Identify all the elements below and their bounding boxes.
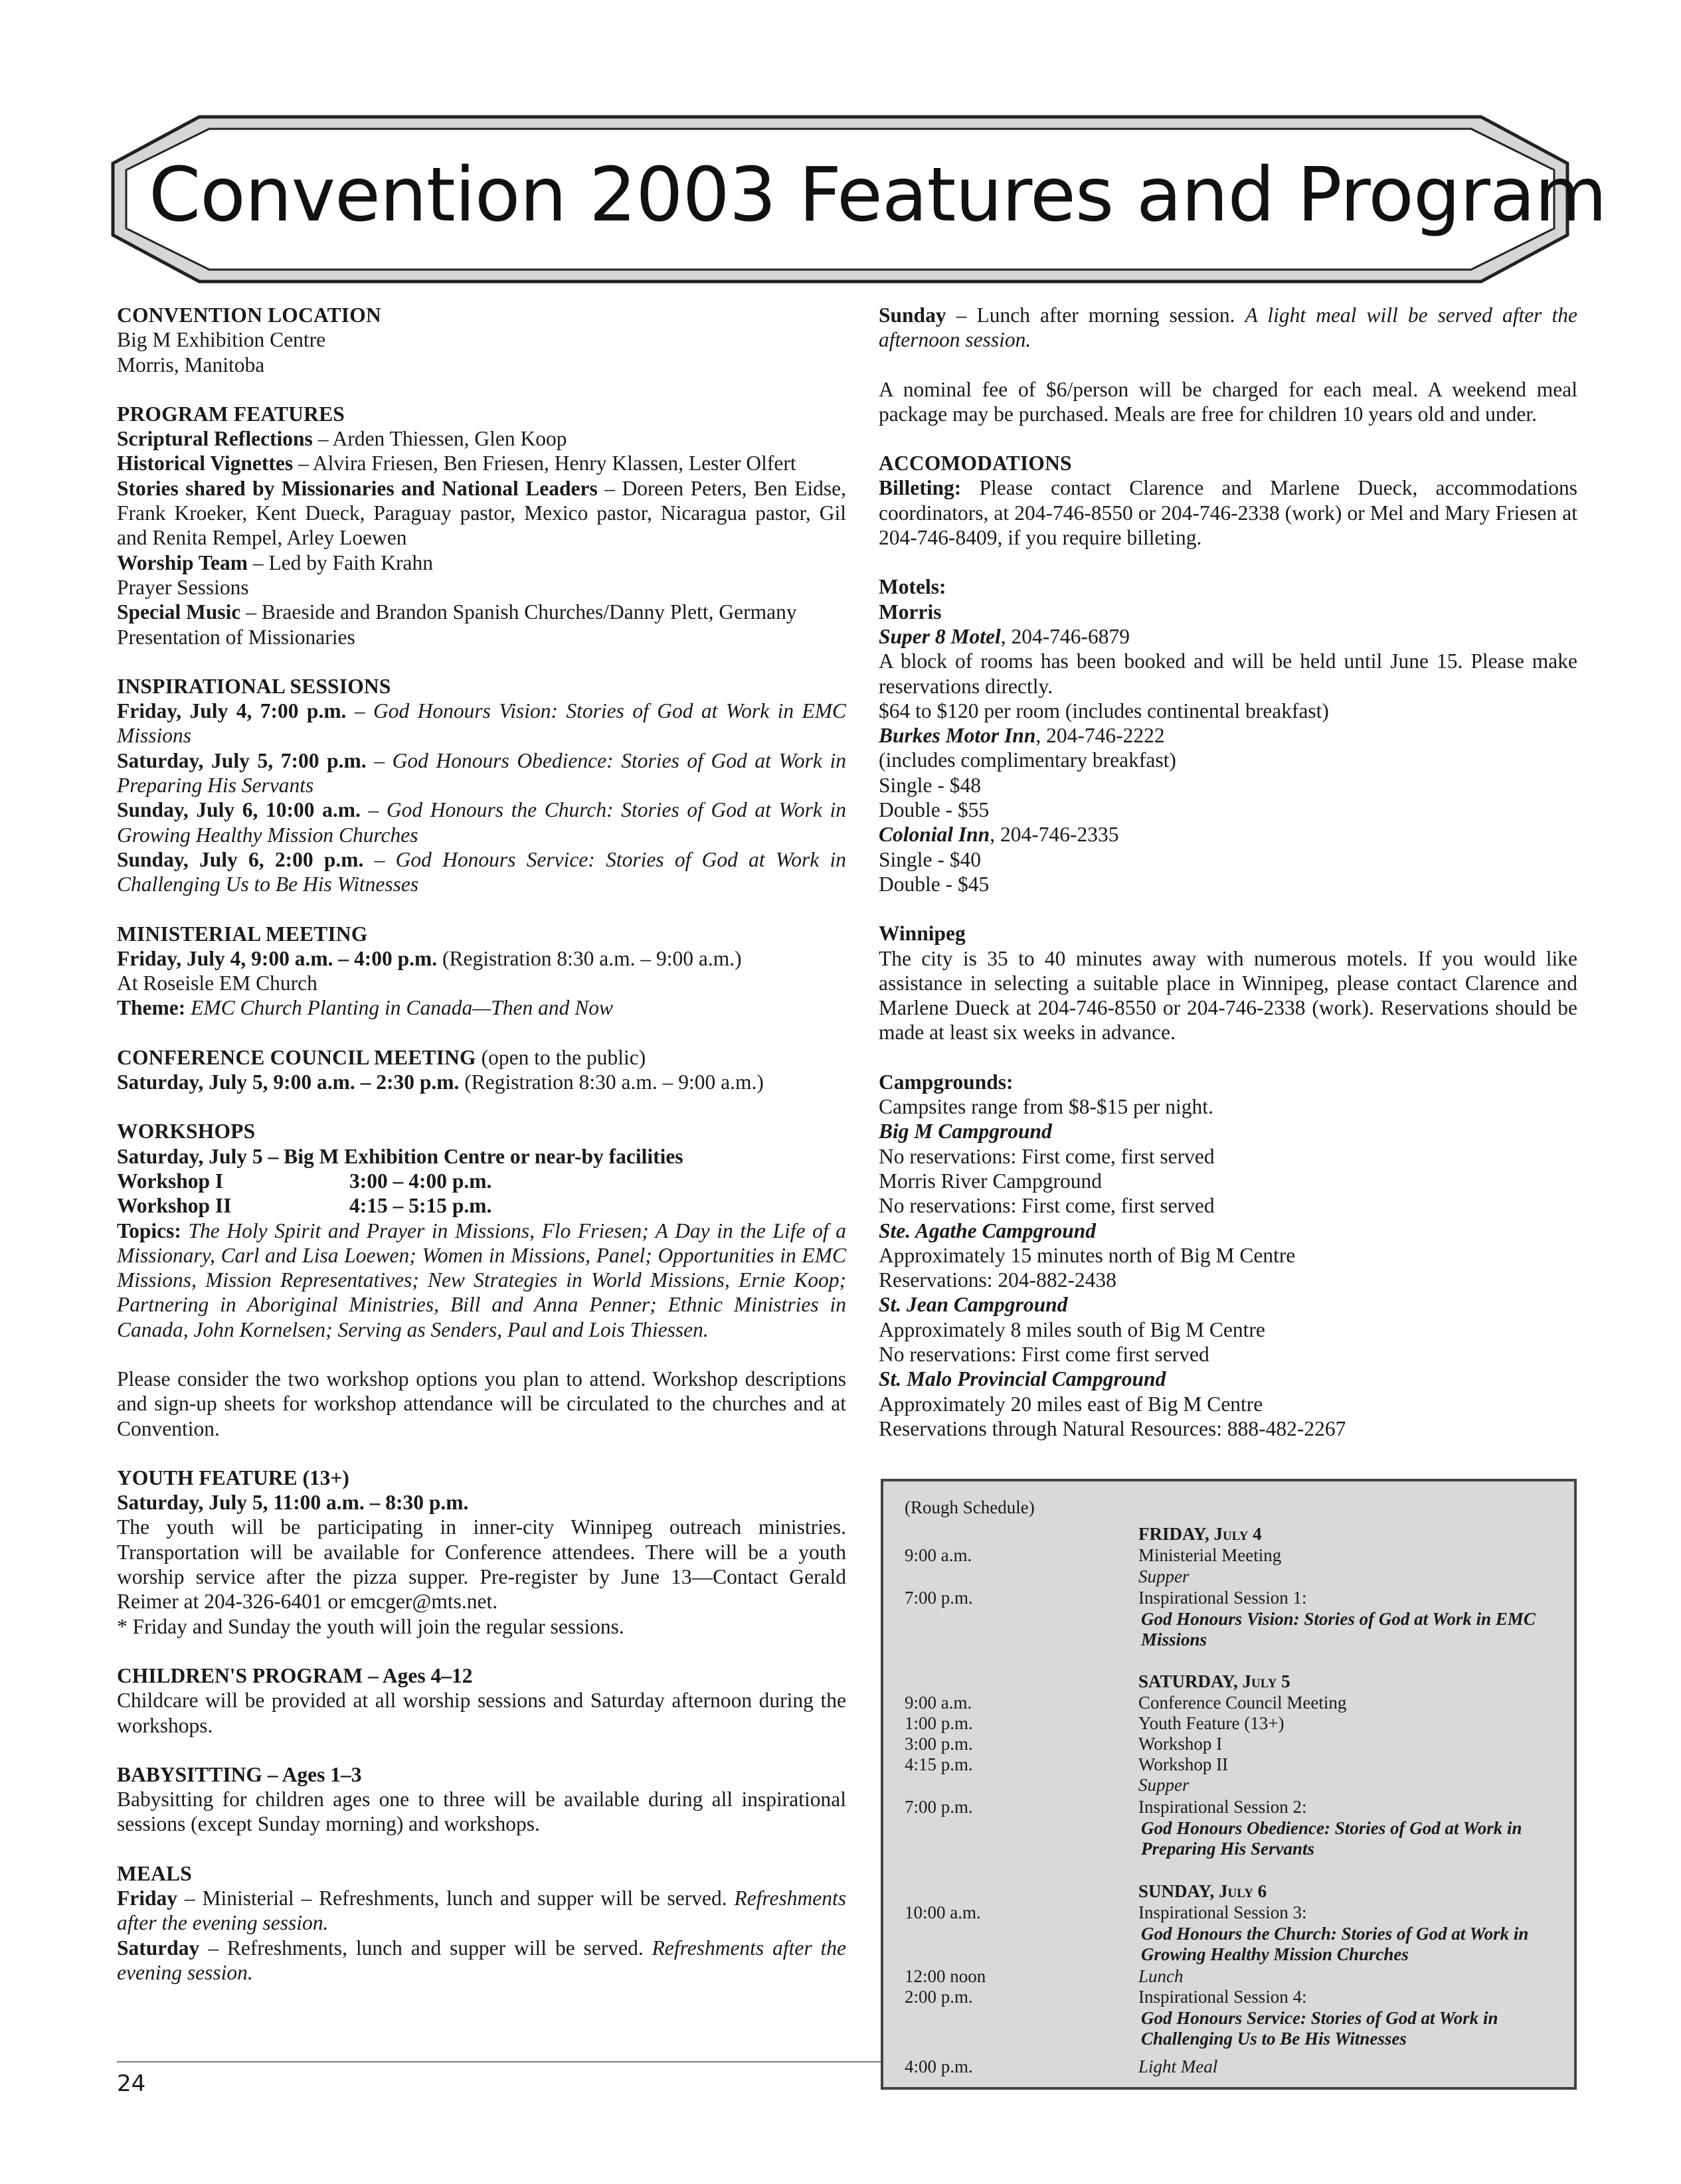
ministerial-where: At Roseisle EM Church	[117, 971, 317, 995]
feature-item: Presentation of Missionaries	[117, 625, 355, 649]
feature-item: Special Music – Braeside and Brandon Spanish Churches/Danny Plett, Germany	[117, 600, 797, 624]
workshop-row: Workshop I 3:00 – 4:00 p.m.	[117, 1169, 492, 1193]
motel-price: Double - $45	[879, 872, 990, 896]
feature-item: Worship Team – Led by Faith Krahn	[117, 550, 434, 574]
camp-name: Ste. Agathe Campground	[879, 1218, 1097, 1242]
camp-name: Morris River Campground	[879, 1169, 1102, 1193]
youth-note: * Friday and Sunday the youth will join the regular sessions.	[117, 1614, 624, 1638]
left-column	[117, 303, 846, 1985]
feature-item: Stories shared by Missionaries and National Leaders – Doreen Peters, Ben Eidse, Frank Kroeker, Kent Dueck, Paraguay pastor, Mexico pastor, Nicaragua pastor, Gil and Renita Rempel, Arley Loewen	[117, 476, 847, 550]
session-item: Friday, July 4, 7:00 p.m. – God Honours Vision: Stories of God at Work in EMC Missions	[117, 699, 846, 748]
council-heading: CONFERENCE COUNCIL MEETING (open to the public)	[117, 1045, 646, 1069]
location-line: Morris, Manitoba	[117, 353, 265, 377]
motel-price: Double - $55	[879, 798, 990, 822]
accommodations-heading: ACCOMODATIONS	[879, 452, 1072, 475]
camp-note: No reservations: First come first served	[879, 1342, 1209, 1366]
camp-note: No reservations: First come, first served	[879, 1194, 1215, 1218]
motel-note: A block of rooms has been booked and will be held until June 15. Please make reservations directly.	[879, 649, 1577, 698]
meals-saturday: Saturday – Refreshments, lunch and supper will be served. Refreshments after the evening session.	[117, 1936, 846, 1984]
campgrounds-heading: Campgrounds:	[879, 1070, 1014, 1094]
camp-note: Reservations: 204-882-2438	[879, 1268, 1116, 1292]
title-banner	[100, 113, 1607, 286]
motel-price: Single - $48	[879, 773, 981, 797]
schedule-day-saturday: SATURDAY, July 5	[1138, 1671, 1290, 1691]
motel-price: Single - $40	[879, 847, 981, 871]
workshop-note: Please consider the two workshop options you plan to attend. Workshop descriptions and sign-up sheets for workshop attendance will be circulated to the churches and at Convention.	[117, 1367, 846, 1440]
inspirational-heading: INSPIRATIONAL SESSIONS	[117, 674, 391, 698]
ministerial-heading: MINISTERIAL MEETING	[117, 922, 368, 946]
camp-note: Reservations through Natural Resources: 888-482-2267	[879, 1416, 1346, 1440]
camp-note: Approximately 20 miles east of Big M Centre	[879, 1392, 1263, 1416]
ministerial-when: Friday, July 4, 9:00 a.m. – 4:00 p.m. (Registration 8:30 a.m. – 9:00 a.m.)	[117, 946, 742, 970]
page-title: Convention 2003 Features and Program	[149, 152, 1607, 238]
motels-city: Morris	[879, 600, 942, 624]
camp-note: No reservations: First come, first served	[879, 1144, 1215, 1168]
workshop-topics: Topics: The Holy Spirit and Prayer in Missions, Flo Friesen; A Day in the Life of a Missionary, Carl and Lisa Loewen; Women in Missions, Panel; Opportunities in EMC Missions, Mission Representatives; New Strategies in World Missions, Ernie Koop; Partnering in Aboriginal Ministries, Bill and Anna Penner; Ethnic Ministries in Canada, John Kornelsen; Serving as Senders, Paul and Lois Thiessen.	[117, 1218, 846, 1341]
meal-fee: A nominal fee of $6/person will be charged for each meal. A weekend meal package may be purchased. Meals are free for children 10 years old and under.	[879, 377, 1577, 426]
camp-name: St. Malo Provincial Campground	[879, 1367, 1166, 1391]
motel-super8: Super 8 Motel, 204-746-6879	[879, 624, 1130, 648]
workshop-row: Workshop II 4:15 – 5:15 p.m.	[117, 1194, 492, 1218]
motel-price: $64 to $120 per room (includes continental breakfast)	[879, 699, 1329, 722]
billeting: Billeting: Please contact Clarence and Marlene Dueck, accommodations coordinators, at 204-746-8550 or 204-746-2338 (work) or Mel and Mary Friesen at 204-746-8409, if you require billeting.	[879, 476, 1577, 550]
camp-note: Approximately 15 minutes north of Big M Centre	[879, 1243, 1296, 1267]
schedule-day-friday: FRIDAY, July 4	[1138, 1524, 1262, 1544]
camp-range: Campsites range from $8-$15 per night.	[879, 1095, 1213, 1119]
meals-heading: MEALS	[117, 1861, 193, 1885]
youth-when: Saturday, July 5, 11:00 a.m. – 8:30 p.m.	[117, 1491, 469, 1515]
location-heading: CONVENTION LOCATION	[117, 303, 381, 327]
session-item: Sunday, July 6, 10:00 a.m. – God Honours the Church: Stories of God at Work in Growing Healthy Mission Churches	[117, 798, 846, 847]
location-line: Big M Exhibition Centre	[117, 328, 326, 352]
page-number: 24	[117, 2070, 146, 2097]
session-item: Sunday, July 6, 2:00 p.m. – God Honours Service: Stories of God at Work in Challenging Us to Be His Witnesses	[117, 847, 846, 896]
feature-item: Prayer Sessions	[117, 575, 249, 599]
winnipeg-text: The city is 35 to 40 minutes away with numerous motels. If you would like assistance in selecting a suitable place in Winnipeg, please contact Clarence and Marlene Dueck at 204-746-8550 or 204-746-2338 (work). Reservations should be made at least six weeks in advance.	[879, 946, 1577, 1045]
motel-burkes: Burkes Motor Inn, 204-746-2222	[879, 724, 1165, 748]
feature-item: Historical Vignettes – Alvira Friesen, Ben Friesen, Henry Klassen, Lester Olfert	[117, 452, 796, 475]
camp-name: Big M Campground	[879, 1120, 1052, 1143]
workshops-heading: WORKSHOPS	[117, 1120, 256, 1143]
children-text: Childcare will be provided at all worship sessions and Saturday afternoon during the workshops.	[117, 1689, 846, 1737]
meals-sunday: Sunday – Lunch after morning session. A light meal will be served after the afternoon session.	[879, 303, 1578, 352]
program-features-heading: PROGRAM FEATURES	[117, 402, 345, 426]
youth-heading: YOUTH FEATURE (13+)	[117, 1466, 349, 1489]
babysitting-text: Babysitting for children ages one to three will be available during all inspirational sessions (except Sunday morning) and workshops.	[117, 1788, 846, 1836]
meals-friday: Friday – Ministerial – Refreshments, lunch and supper will be served. Refreshments after the evening session.	[117, 1887, 846, 1935]
winnipeg-heading: Winnipeg	[879, 922, 966, 946]
council-when: Saturday, July 5, 9:00 a.m. – 2:30 p.m. (Registration 8:30 a.m. – 9:00 a.m.)	[117, 1070, 764, 1094]
session-item: Saturday, July 5, 7:00 p.m. – God Honours Obedience: Stories of God at Work in Preparing His Servants	[117, 748, 846, 798]
schedule-day-sunday: SUNDAY, July 6	[1138, 1881, 1267, 1901]
babysitting-heading: BABYSITTING – Ages 1–3	[117, 1762, 362, 1786]
motel-colonial: Colonial Inn, 204-746-2335	[879, 823, 1119, 847]
feature-item: Scriptural Reflections – Arden Thiessen, Glen Koop	[117, 427, 567, 451]
rough-schedule-box: (Rough Schedule) FRIDAY, July 4 9:00 a.m. Ministerial Meeting Supper 7:00 p.m. Inspirational Session 1: God Honours Vision: Stories of God at Work in EMC Missions SATURDAY, July 5 9:00 a.m. Conference Council Meeting 1:00 p.m. Youth Feature (13+) 3:00 p.m. Workshop I 4:15 p.m. Workshop II Supper 7:00 p.m. Inspirational Session 2: God Honours Obedience: Stories of God at Work in Preparing His Servants SUNDAY, July 6 10:00 a.m. Inspirational Session 3: God Honours the Church: Stories of God at Work in Growing Healthy Mission Churches 12:00 noon Lunch 2:00 p.m. Inspirational Session 4: God Honours Service: Stories of God at Work in Challenging Us to Be His Witnesses 4:00 p.m. Light Meal	[881, 1479, 1577, 2090]
right-column	[879, 303, 1577, 1441]
motel-note: (includes complimentary breakfast)	[879, 748, 1176, 772]
youth-text: The youth will be participating in inner-city Winnipeg outreach ministries. Transportation will be available for Conference attendees. There will be a youth worship service after the pizza supper. Pre-register by June 13—Contact Gerald Reimer at 204-326-6401 or emcger@mts.net.	[117, 1515, 846, 1614]
camp-name: St. Jean Campground	[879, 1293, 1068, 1317]
camp-note: Approximately 8 miles south of Big M Centre	[879, 1317, 1265, 1341]
motels-heading: Motels:	[879, 575, 946, 599]
ministerial-theme: Theme: EMC Church Planting in Canada—Then and Now	[117, 996, 613, 1020]
schedule-label: (Rough Schedule)	[905, 1497, 1035, 1517]
workshops-subhead: Saturday, July 5 – Big M Exhibition Centre or near-by facilities	[117, 1144, 683, 1168]
children-heading: CHILDREN'S PROGRAM – Ages 4–12	[117, 1663, 473, 1687]
footer-rule	[117, 2061, 881, 2062]
